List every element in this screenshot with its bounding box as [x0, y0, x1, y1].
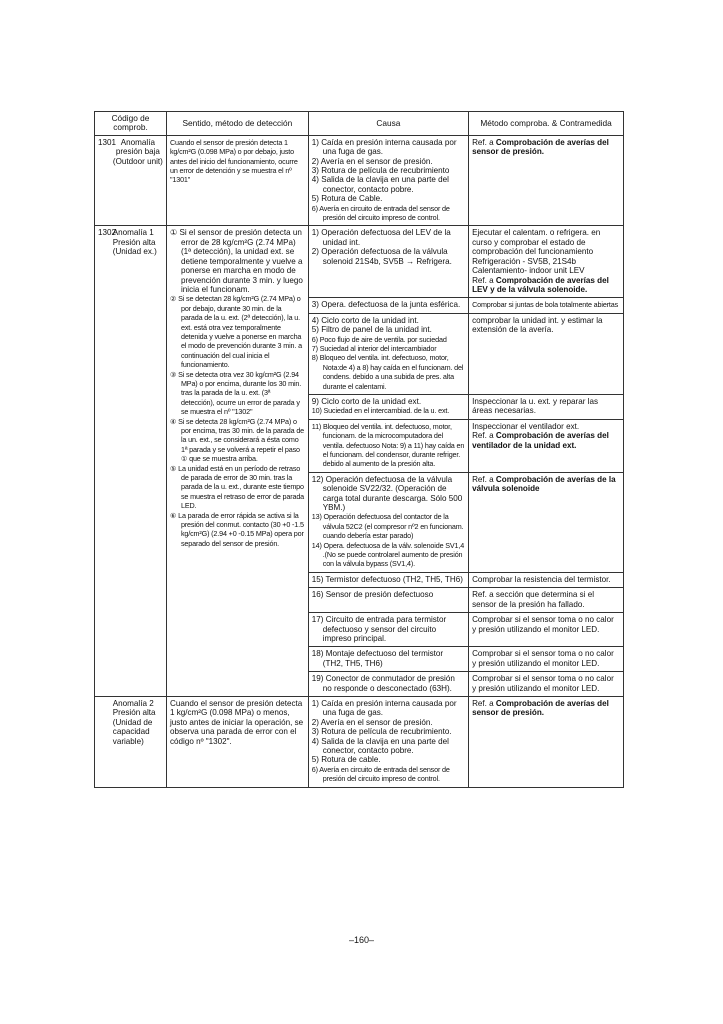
cause-item: 2) Avería en el sensor de presión.: [311, 156, 433, 166]
sense-item: ① Si el sensor de presión detecta un error de 28 kg/cm²G (2.74 MPa) (1ª detección), la unidad ext. se detiene temporalmente y vuelve a ponerse en marcha en modo de prevención durante 3 min. y luego inicia el funcionam.: [169, 228, 303, 294]
cause-item: 7) Suciedad al interior del intercambiador: [311, 343, 437, 353]
cause-item: 12) Operación defectuosa de la válvula solenoide SV22/32. (Operación de carga total durante descarga. Sólo 500 YBM.): [311, 474, 463, 513]
row-sense: Cuando el sensor de presión detecta 1 kg/cm²G (0.098 MPa) o menos, justo antes de iniciar la operación, se observa una parada de error con el código nº "1302".: [166, 696, 308, 787]
cause-item: 5) Rotura de Cable.: [311, 194, 383, 204]
cause-group: [308, 647, 468, 672]
method-plain: Inspeccionar la u. ext. y reparar las áreas necesarias.: [469, 394, 624, 419]
cause-group: [308, 313, 468, 394]
cause-item: 2) Operación defectuosa de la válvula solenoid 21S4b, SV5B → Refrigera.: [311, 247, 452, 266]
sense-item: ③ Si se detecta otra vez 30 kg/cm²G (2.94 MPa) o por encima, durante los 30 min. tras la parada de la u. ext. (3ª detección), ocurre un error de parada y se muestra el nº "1302": [169, 369, 302, 417]
cause-group: [308, 613, 468, 647]
method-plain: Comprobar si juntas de bola totalmente abiertas: [469, 298, 624, 313]
cause-item: 6) Poco flujo de aire de ventila. por suciedad: [311, 334, 447, 344]
row-code: 1301: [95, 135, 110, 226]
cause-item: 5) Filtro de panel de la unidad int.: [311, 325, 432, 335]
method-plain: Comprobar si el sensor toma o no calor y presión utilizando el monitor LED.: [469, 647, 624, 672]
sense-item: ② Si se detectan 28 kg/cm²G (2.74 MPa) o por debajo, durante 30 min. de la parada de la u. ext. (2ª detección), la u. ext. está otra vez temporalmente detenida y vuelve a ponerse en marcha el modo de prevención durante 3 min. a continuación del cual inicia el funcionamiento.: [169, 294, 302, 370]
cause-item: 4) Salida de la clavija en una parte del conector, contacto pobre.: [311, 175, 449, 194]
cause-group: [308, 419, 468, 472]
method-plain: Comprobar si el sensor toma o no calor y presión utilizando el monitor LED.: [469, 672, 624, 697]
row-sense: [166, 226, 308, 696]
cause-item: 6) Avería en circuito de entrada del sensor de presión del circuito impreso de control.: [311, 764, 450, 784]
method-prefix: Ref. a: [472, 431, 496, 441]
header-cause: Causa: [308, 112, 468, 136]
method-plain: Comprobar si el sensor toma o no calor y presión utilizando el monitor LED.: [469, 613, 624, 647]
table-row-1302b: [95, 696, 624, 787]
method-group: [469, 419, 624, 472]
cause-list: [312, 699, 465, 784]
cause-group: [308, 472, 468, 572]
cause-item: 2) Avería en el sensor de presión.: [311, 717, 433, 727]
cause-group: [308, 572, 468, 587]
row-causes: [308, 696, 468, 787]
cause-item: 18) Montaje defectuoso del termistor (TH2, TH5, TH6): [311, 649, 444, 668]
cause-item: 15) Termistor defectuoso (TH2, TH5, TH6): [311, 574, 463, 584]
cause-group: [308, 588, 468, 613]
cause-item: 4) Ciclo corto de la unidad int.: [311, 315, 419, 325]
header-method: Método comproba. & Contramedida: [469, 112, 624, 136]
method-plain: Ejecutar el calentam. o refrigera. en curso y comprobar el estado de comprobación del funcionamiento Refrigeración - SV5B, 21S4b Calentamiento- indoor unit LEV: [472, 228, 601, 276]
cause-item: 3) Rotura de película de recubrimiento.: [311, 727, 452, 737]
cause-list: [312, 138, 465, 223]
method-bold: Comprobación de averías del sensor de presión.: [472, 698, 609, 718]
method-prefix: Ref. a: [472, 474, 496, 484]
cause-item: 9) Ciclo corto de la unidad ext.: [311, 396, 422, 406]
method-plain: Comprobar la resistencia del termistor.: [469, 572, 624, 587]
method-plain: comprobar la unidad int. y estimar la extensión de la avería.: [469, 313, 624, 394]
method-plain: Ref. a sección que determina si el sensor de la presión ha fallado.: [469, 588, 624, 613]
cause-group: [308, 394, 468, 419]
cause-item: 13) Operación defectuosa del contactor de la válvula 52C2 (el compresor nº2 en funcionam. cuando debería estar parado): [311, 512, 464, 541]
method-bold: Comprobación de averías del LEV y de la válvula solenoide.: [472, 275, 609, 294]
row-name: Anomalía presión baja (Outdoor unit): [110, 135, 167, 226]
method-plain: Inspeccionar el ventilador ext.: [472, 421, 580, 431]
method-bold: Comprobación de averías de la válvula solenoide: [472, 474, 616, 494]
cause-item: 1) Caída en presión interna causada por una fuga de gas.: [311, 698, 457, 718]
method-bold: Comprobación de averías del ventilador de la unidad ext.: [472, 431, 609, 450]
cause-group: [308, 298, 468, 313]
cause-item: 14) Opera. defectuosa de la válv. solenoide SV1,4 .(No se puede controlarel aumento de presión con la válvula bypass (SV1,4).: [311, 540, 465, 569]
method-prefix: Ref. a: [472, 275, 496, 285]
cause-item: 6) Avería en circuito de entrada del sensor de presión del circuito impreso de control.: [311, 203, 450, 223]
method-group: [469, 226, 624, 298]
row-sense: Cuando el sensor de presión detecta 1 kg/cm²G (0.098 MPa) o por debajo, justo antes del inicio del funcionamiento, ocurre un error de detención y se muestra el nº "1301": [166, 135, 308, 226]
cause-item: 3) Rotura de película de recubrimiento: [311, 166, 450, 176]
cause-group: [308, 672, 468, 697]
table-row-1302: [95, 226, 624, 298]
cause-item: 10) Suciedad en el intercambiad. de la u. ext.: [311, 406, 450, 416]
header-code: Código de comprob.: [95, 112, 167, 136]
method-bold: Comprobación de averías del sensor de presión.: [472, 137, 609, 157]
fault-code-table: [94, 111, 624, 788]
table-row-1301: [95, 135, 624, 226]
table-header-row: [95, 112, 624, 136]
sense-item: ⑥ La parada de error rápida se activa si la presión del conmut. contacto (30 +0 -1.5 kg/cm²G) (2.94 +0 -0.15 MPa) opera por separado del sensor de presión.: [169, 510, 304, 548]
sense-item: ④ Si se detecta 28 kg/cm²G (2.74 MPa) o por encima, tras 30 min. de la parada de la un. ext., se considerará a ésta como 1ª parada y se volverá a repetir el paso ① que se muestra arriba.: [169, 416, 305, 464]
cause-item: 11) Bloqueo del ventila. int. defectuoso, motor, funcionam. de la microcomputadora del ventila. defectuoso Nota: 9) a 11) hay caída en el funcionam. del condensor, durante refriger. debido al aumento de la presión alta.: [311, 421, 465, 469]
method-prefix: Ref. a: [472, 698, 496, 708]
cause-item: 19) Conector de conmutador de presión no responde o desconectado (63H).: [311, 674, 455, 693]
row-causes: [308, 135, 468, 226]
cause-group: [308, 226, 468, 298]
row-name: Anomalía 1 Presión alta (Unidad ex.): [110, 226, 167, 696]
sense-list: [170, 228, 305, 548]
row-name: Anomalía 2 Presión alta (Unidad de capacidad variable): [110, 696, 167, 787]
page-number: –160–: [348, 935, 375, 945]
header-sense: Sentido, método de detección: [166, 112, 308, 136]
row-method: [469, 696, 624, 787]
cause-item: 5) Rotura de cable.: [311, 755, 381, 765]
cause-item: 3) Opera. defectuosa de la junta esférica.: [311, 300, 461, 310]
cause-item: 17) Circuito de entrada para termistor defectuoso y sensor del circuito impreso principal.: [311, 615, 447, 643]
row-method: [469, 135, 624, 226]
method-prefix: Ref. a: [472, 137, 496, 147]
cause-item: 4) Salida de la clavija en una parte del conector, contacto pobre.: [311, 736, 449, 755]
row-code: 1302: [95, 226, 110, 696]
row-code-empty: [95, 696, 110, 787]
cause-item: 8) Bloqueo del ventila. int. defectuoso, motor, Nota:de 4) a 8) hay caída en el funcionam. del condens. debido a una subida de pres. alta durante el calentami.: [311, 353, 464, 391]
cause-item: 1) Caída en presión interna causada por una fuga de gas.: [311, 137, 457, 157]
method-group: [469, 472, 624, 572]
cause-item: 16) Sensor de presión defectuoso: [311, 590, 434, 600]
cause-item: 1) Operación defectuosa del LEV de la unidad int.: [311, 228, 451, 247]
sense-item: ⑤ La unidad está en un período de retraso de parada de error de 30 min. tras la parada de la u. ext., durante este tiempo se muestra el retraso de error de parada LED.: [169, 463, 305, 511]
